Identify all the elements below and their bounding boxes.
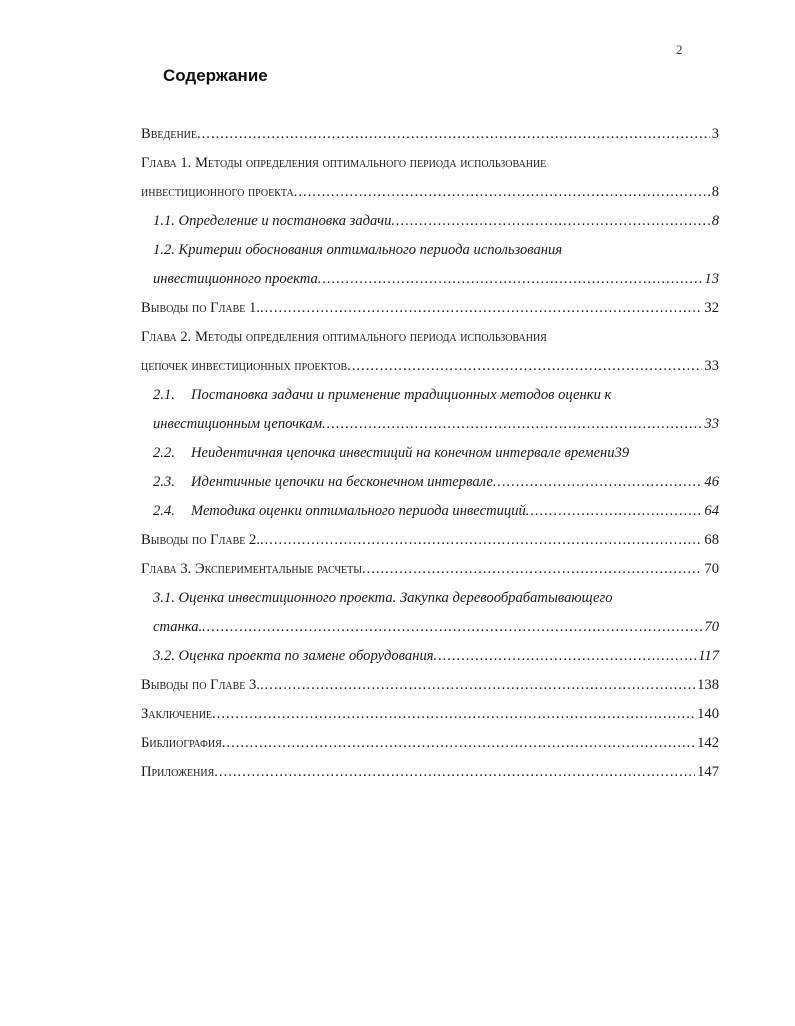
toc-entry-text: 1.2. Критерии обоснования оптимального периода использования xyxy=(153,242,563,258)
toc-entry-text: цепочек инвестиционных проектов xyxy=(141,358,348,374)
toc-entry-text: Выводы по Главе 3. xyxy=(141,677,260,693)
toc-entry-text: Глава 2. Методы определения оптимального периода использования xyxy=(141,329,547,345)
toc-entry-section-2-3[interactable] xyxy=(141,468,719,497)
toc-entry-chapter-2-line1[interactable] xyxy=(141,323,719,352)
toc-entry-section-2-2[interactable] xyxy=(141,439,719,468)
toc-entry-text: 3.1. Оценка инвестиционного проекта. Закупка деревообрабатывающего xyxy=(153,590,613,606)
toc-leader-dots xyxy=(260,671,695,700)
toc-entry-page: 138 xyxy=(697,677,719,693)
toc-leader-dots xyxy=(260,526,702,555)
toc-entry-number: 2.4. xyxy=(153,503,175,519)
toc-entry-chapter-1-line1[interactable] xyxy=(141,149,719,178)
toc-entry-page: 140 xyxy=(697,706,719,722)
toc-entry-section-1-2-line1[interactable] xyxy=(141,236,719,265)
toc-entry-introduction[interactable] xyxy=(141,120,719,149)
toc-leader-dots xyxy=(362,555,702,584)
toc-entry-page: 147 xyxy=(697,764,719,780)
toc-entry-text: 3.2. Оценка проекта по замене оборудования xyxy=(153,648,434,664)
toc-entry-page: 13 xyxy=(704,271,719,287)
toc-entry-text: Неидентичная цепочка инвестиций на конечном интервале времени xyxy=(191,445,615,461)
toc-entry-page: 142 xyxy=(697,735,719,751)
toc-entry-section-3-1[interactable] xyxy=(141,613,719,642)
toc-leader-dots xyxy=(294,178,710,207)
toc-entry-text: Выводы по Главе 1. xyxy=(141,300,260,316)
toc-entry-page: 3 xyxy=(711,126,719,142)
toc-entry-chapter-1[interactable] xyxy=(141,178,719,207)
toc-entry-text: инвестиционным цепочкам xyxy=(153,416,323,432)
toc-leader-dots xyxy=(434,642,697,671)
toc-leader-dots xyxy=(222,729,695,758)
toc-entry-page: 8 xyxy=(711,213,719,229)
toc-entry-appendices[interactable] xyxy=(141,758,719,787)
toc-leader-dots xyxy=(318,265,703,294)
toc-entry-text: Введение xyxy=(141,126,197,142)
toc-entry-section-3-1-line1[interactable] xyxy=(141,584,719,613)
toc-entry-section-2-4[interactable] xyxy=(141,497,719,526)
table-of-contents xyxy=(141,120,719,787)
toc-entry-page: 8 xyxy=(711,184,719,200)
toc-entry-page: 117 xyxy=(698,648,719,664)
toc-entry-conclusions-2[interactable] xyxy=(141,526,719,555)
toc-entry-text: 1.1. Определение и постановка задачи xyxy=(153,213,392,229)
toc-entry-conclusions-3[interactable] xyxy=(141,671,719,700)
toc-leader-dots xyxy=(391,207,709,236)
toc-entry-text: Глава 3. Экспериментальные расчеты xyxy=(141,561,362,577)
toc-leader-dots xyxy=(212,700,695,729)
toc-entry-section-2-1[interactable] xyxy=(141,410,719,439)
toc-leader-dots xyxy=(260,294,702,323)
toc-entry-conclusion[interactable] xyxy=(141,700,719,729)
toc-entry-page: 68 xyxy=(704,532,719,548)
toc-entry-text: Выводы по Главе 2. xyxy=(141,532,260,548)
toc-entry-page: 32 xyxy=(704,300,719,316)
toc-leader-dots xyxy=(197,120,710,149)
toc-leader-dots xyxy=(214,758,695,787)
toc-entry-text-wrap xyxy=(153,497,526,526)
toc-entry-text: Библиография xyxy=(141,735,222,751)
toc-entry-section-1-2[interactable] xyxy=(141,265,719,294)
toc-entry-number: 2.3. xyxy=(153,474,175,490)
toc-entry-chapter-3[interactable] xyxy=(141,555,719,584)
toc-entry-page: 33 xyxy=(704,416,719,432)
toc-entry-text: станка. xyxy=(153,619,203,635)
toc-entry-section-2-1-line1[interactable] xyxy=(141,381,719,410)
toc-entry-page: 64 xyxy=(704,503,719,519)
page-number: 2 xyxy=(676,42,683,57)
toc-entry-conclusions-1[interactable] xyxy=(141,294,719,323)
toc-leader-dots xyxy=(493,468,703,497)
toc-entry-page: 39 xyxy=(614,445,630,461)
toc-entry-chapter-2[interactable] xyxy=(141,352,719,381)
toc-entry-section-3-2[interactable] xyxy=(141,642,719,671)
toc-entry-text: Приложения xyxy=(141,764,215,780)
toc-entry-section-1-1[interactable] xyxy=(141,207,719,236)
toc-leader-dots xyxy=(322,410,702,439)
toc-entry-page: 70 xyxy=(704,619,719,635)
toc-entry-text-wrap xyxy=(153,468,493,497)
toc-leader-dots xyxy=(526,497,703,526)
page-title: Содержание xyxy=(163,66,268,85)
toc-entry-text: Глава 1. Методы определения оптимального периода использование xyxy=(141,155,547,171)
toc-entry-number: 2.1. xyxy=(153,387,175,403)
toc-entry-text: Методика оценки оптимального периода инвестиций xyxy=(191,503,526,519)
toc-entry-text: инвестиционного проекта xyxy=(153,271,318,287)
toc-entry-number: 2.2. xyxy=(153,445,175,461)
toc-entry-text: Постановка задачи и применение традиционных методов оценки к xyxy=(191,387,612,403)
toc-leader-dots xyxy=(202,613,702,642)
toc-entry-page: 70 xyxy=(704,561,719,577)
toc-entry-text: Идентичные цепочки на бесконечном интервале xyxy=(191,474,493,490)
toc-entry-bibliography[interactable] xyxy=(141,729,719,758)
toc-entry-page: 33 xyxy=(704,358,719,374)
toc-leader-dots xyxy=(347,352,702,381)
toc-entry-page: 46 xyxy=(704,474,719,490)
toc-entry-text: Заключение xyxy=(141,706,213,722)
toc-entry-text: инвестиционного проекта xyxy=(141,184,294,200)
